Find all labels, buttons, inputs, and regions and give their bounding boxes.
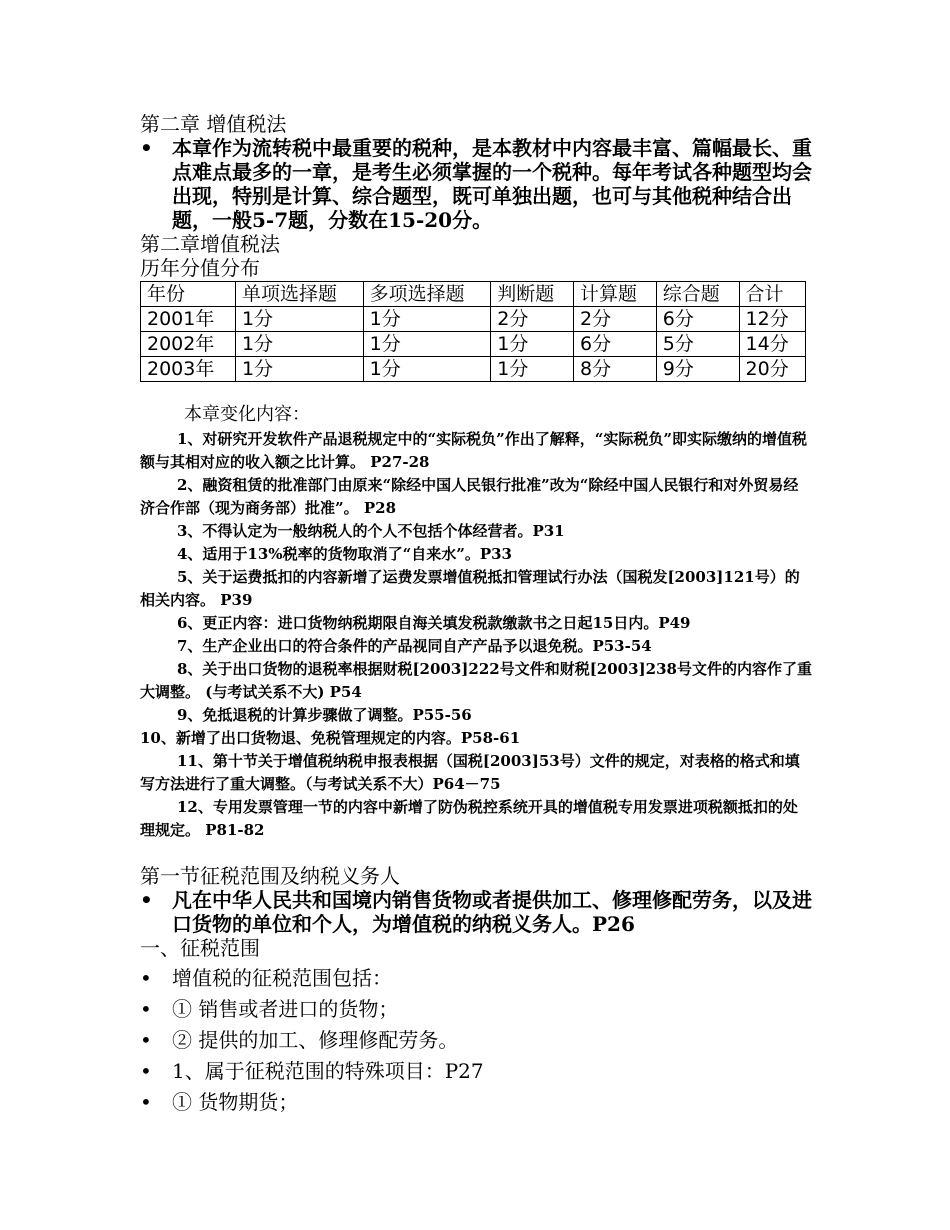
table-row: [141, 332, 806, 357]
table-header-cell: 年份: [141, 282, 236, 307]
list-item: • ② 提供的加工、修理修配劳务。: [140, 1028, 812, 1052]
table-header-cell: 多项选择题: [363, 282, 491, 307]
table-cell: 1分: [363, 307, 491, 332]
intro-paragraph: • 本章作为流转税中最重要的税种，是本教材中内容最丰富、篇幅最长、重点难点最多的一章，是考生必须掌握的一个税种。每年考试各种题型均会出现，特别是计算、综合题型，既可单独出题，也可与其他税种结合出题，一般5-7题，分数在15-20分。: [140, 136, 812, 232]
changes-title: 本章变化内容：: [184, 404, 310, 425]
table-cell: 5分: [656, 332, 739, 357]
section-one: [140, 864, 812, 1114]
score-distribution-table: [140, 281, 806, 382]
table-header-cell: 综合题: [656, 282, 739, 307]
table-cell: 2分: [574, 307, 657, 332]
change-item: 4、适用于13%税率的货物取消了“自来水”。P33: [177, 545, 512, 563]
change-item: 11、第十节关于增值税纳税申报表根据（国税[2003]53号）文件的规定，对表格的格式和填写方法进行了重大调整。（与考试关系不大）P64－75: [140, 752, 800, 793]
change-item: 10、新增了出口货物退、免税管理规定的内容。P58-61: [140, 729, 521, 747]
table-cell: 1分: [235, 307, 363, 332]
table-cell: 1分: [235, 357, 363, 382]
section-title: 第一节征税范围及纳税义务人: [140, 864, 400, 888]
table-cell: 2003年: [141, 357, 236, 382]
subsection-title: 一、征税范围: [140, 936, 260, 960]
table-cell: 1分: [363, 357, 491, 382]
table-cell: 12分: [739, 307, 805, 332]
change-item: 2、融资租赁的批准部门由原来“除经中国人民银行批准”改为“除经中国人民银行和对外贸易经济合作部（现为商务部）批准”。 P28: [140, 476, 799, 517]
change-item: 1、对研究开发软件产品退税规定中的“实际税负”作出了解释，“实际税负”即实际缴纳的增值税额与其相对应的收入额之比计算。 P27-28: [140, 430, 807, 471]
table-cell: 1分: [235, 332, 363, 357]
list-item: • ① 货物期货；: [140, 1090, 812, 1114]
table-cell: 6分: [574, 332, 657, 357]
list-item: • ① 销售或者进口的货物；: [140, 997, 812, 1021]
change-item: 6、更正内容：进口货物纳税期限自海关填发税款缴款书之日起15日内。P49: [177, 614, 691, 632]
document-page: [140, 112, 812, 1121]
table-cell: 14分: [739, 332, 805, 357]
table-cell: 6分: [656, 307, 739, 332]
list-item: • 增值税的征税范围包括：: [140, 966, 812, 990]
table-header-cell: 计算题: [574, 282, 657, 307]
table-cell: 2分: [491, 307, 574, 332]
change-item: 9、免抵退税的计算步骤做了调整。P55-56: [177, 706, 472, 724]
table-row: [141, 307, 806, 332]
table-cell: 1分: [491, 332, 574, 357]
change-item: 12、专用发票管理一节的内容中新增了防伪税控系统开具的增值税专用发票进项税额抵扣的处理规定。 P81-82: [140, 798, 798, 839]
table-cell: 1分: [363, 332, 491, 357]
table-cell: 20分: [739, 357, 805, 382]
list-item: • 1、属于征税范围的特殊项目：P27: [140, 1059, 812, 1083]
table-cell: 9分: [656, 357, 739, 382]
chapter-changes: [140, 404, 812, 842]
table-cell: 2001年: [141, 307, 236, 332]
chapter-title-repeat: 第二章增值税法: [140, 232, 280, 256]
table-header-row: [141, 282, 806, 307]
change-item: 3、不得认定为一般纳税人的个人不包括个体经营者。P31: [177, 522, 565, 540]
scope-list: [140, 966, 812, 1114]
distribution-title: 历年分值分布: [140, 256, 260, 280]
table-cell: 2002年: [141, 332, 236, 357]
table-cell: 1分: [491, 357, 574, 382]
chapter-title: 第二章 增值税法: [140, 112, 287, 136]
section-bullet: • 凡在中华人民共和国境内销售货物或者提供加工、修理修配劳务，以及进口货物的单位和个人，为增值税的纳税义务人。P26: [140, 888, 812, 936]
table-cell: 8分: [574, 357, 657, 382]
change-item: 5、关于运费抵扣的内容新增了运费发票增值税抵扣管理试行办法（国税发[2003]121号）的相关内容。 P39: [140, 568, 800, 609]
table-header-cell: 判断题: [491, 282, 574, 307]
table-header-cell: 单项选择题: [235, 282, 363, 307]
table-header-cell: 合计: [739, 282, 805, 307]
change-item: 7、生产企业出口的符合条件的产品视同自产产品予以退免税。P53-54: [177, 637, 652, 655]
change-item: 8、关于出口货物的退税率根据财税[2003]222号文件和财税[2003]238号文件的内容作了重大调整。 (与考试关系不大) P54: [140, 660, 812, 701]
table-row: [141, 357, 806, 382]
